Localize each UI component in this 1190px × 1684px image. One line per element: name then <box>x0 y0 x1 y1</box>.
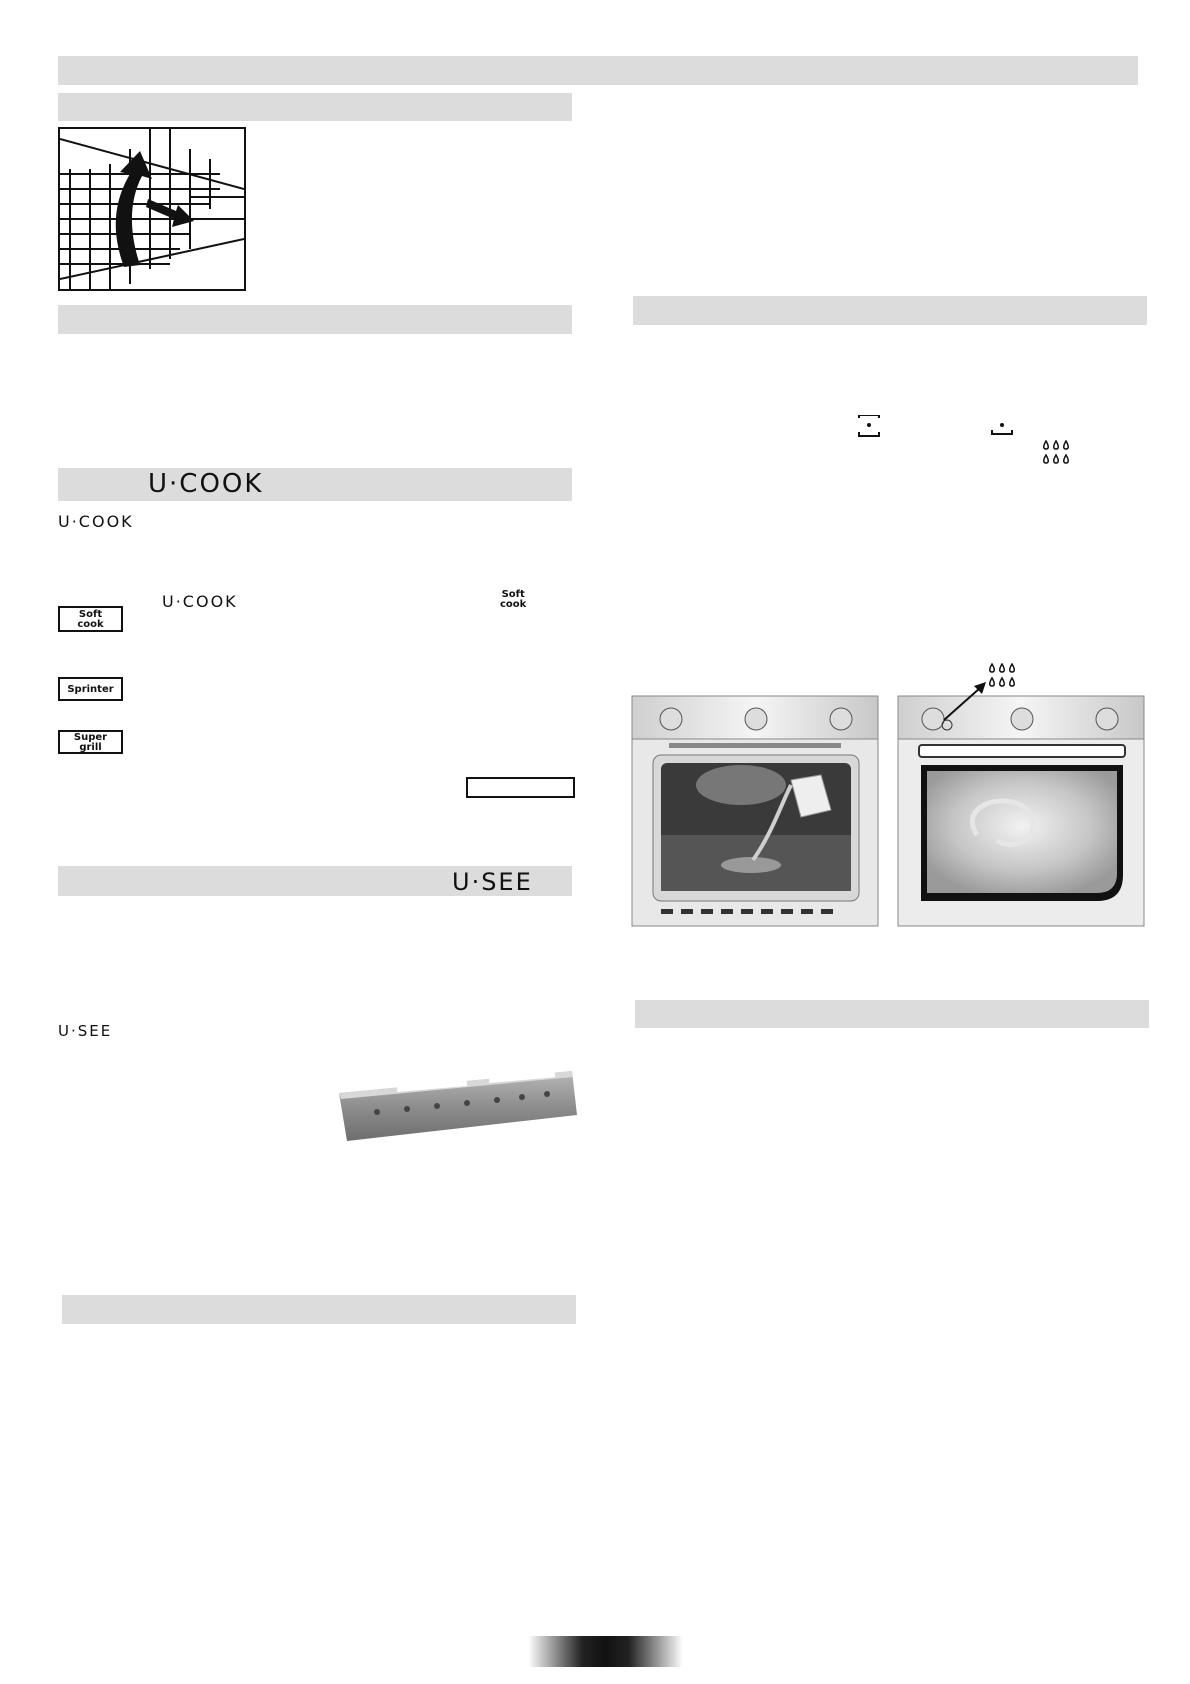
section-bar-right-2 <box>635 1000 1149 1028</box>
usee-rail-illustration <box>337 1065 579 1145</box>
arrow-to-drops-icon <box>940 680 990 729</box>
super-grill-label-1: Super <box>73 732 108 743</box>
section-bar-2 <box>58 305 572 334</box>
rack-arrow-illustration <box>58 127 246 291</box>
bracket-dot-icon-2 <box>990 420 1014 443</box>
oven-steam-illustration <box>897 695 1145 927</box>
sprinter-label: Sprinter <box>67 684 114 695</box>
ucook-logo-inline: U·COOK <box>58 512 134 531</box>
soft-cook-icon-inline <box>500 590 526 610</box>
ucook-logo-inline-2: U·COOK <box>162 592 238 611</box>
page-header-bar <box>58 56 1138 85</box>
usee-logo-inline: U·SEE <box>58 1022 113 1040</box>
section-bar-rack <box>58 93 572 121</box>
super-grill-label-2: grill <box>79 742 102 753</box>
super-grill-icon <box>58 730 123 754</box>
soft-cook-inline-label-2: cook <box>500 599 527 610</box>
soft-cook-label-1: Soft <box>78 609 103 620</box>
page-number-tab <box>528 1636 683 1667</box>
soft-cook-icon <box>58 606 123 632</box>
bracket-dot-icon <box>857 415 881 444</box>
section-bar-ucook <box>58 468 572 501</box>
usee-logo-header: U·SEE <box>452 868 533 896</box>
empty-label-box <box>466 777 575 798</box>
soft-cook-inline-label-1: Soft <box>501 589 525 600</box>
sprinter-icon <box>58 677 123 701</box>
water-drops-icon-2 <box>988 663 1016 694</box>
ucook-logo-header: U·COOK <box>148 469 264 499</box>
soft-cook-label-2: cook <box>77 619 104 630</box>
water-drops-icon <box>1042 440 1070 471</box>
section-bar-bottom-left <box>62 1295 576 1324</box>
oven-with-water-jug-illustration <box>631 695 879 927</box>
section-bar-right-1 <box>633 296 1147 325</box>
